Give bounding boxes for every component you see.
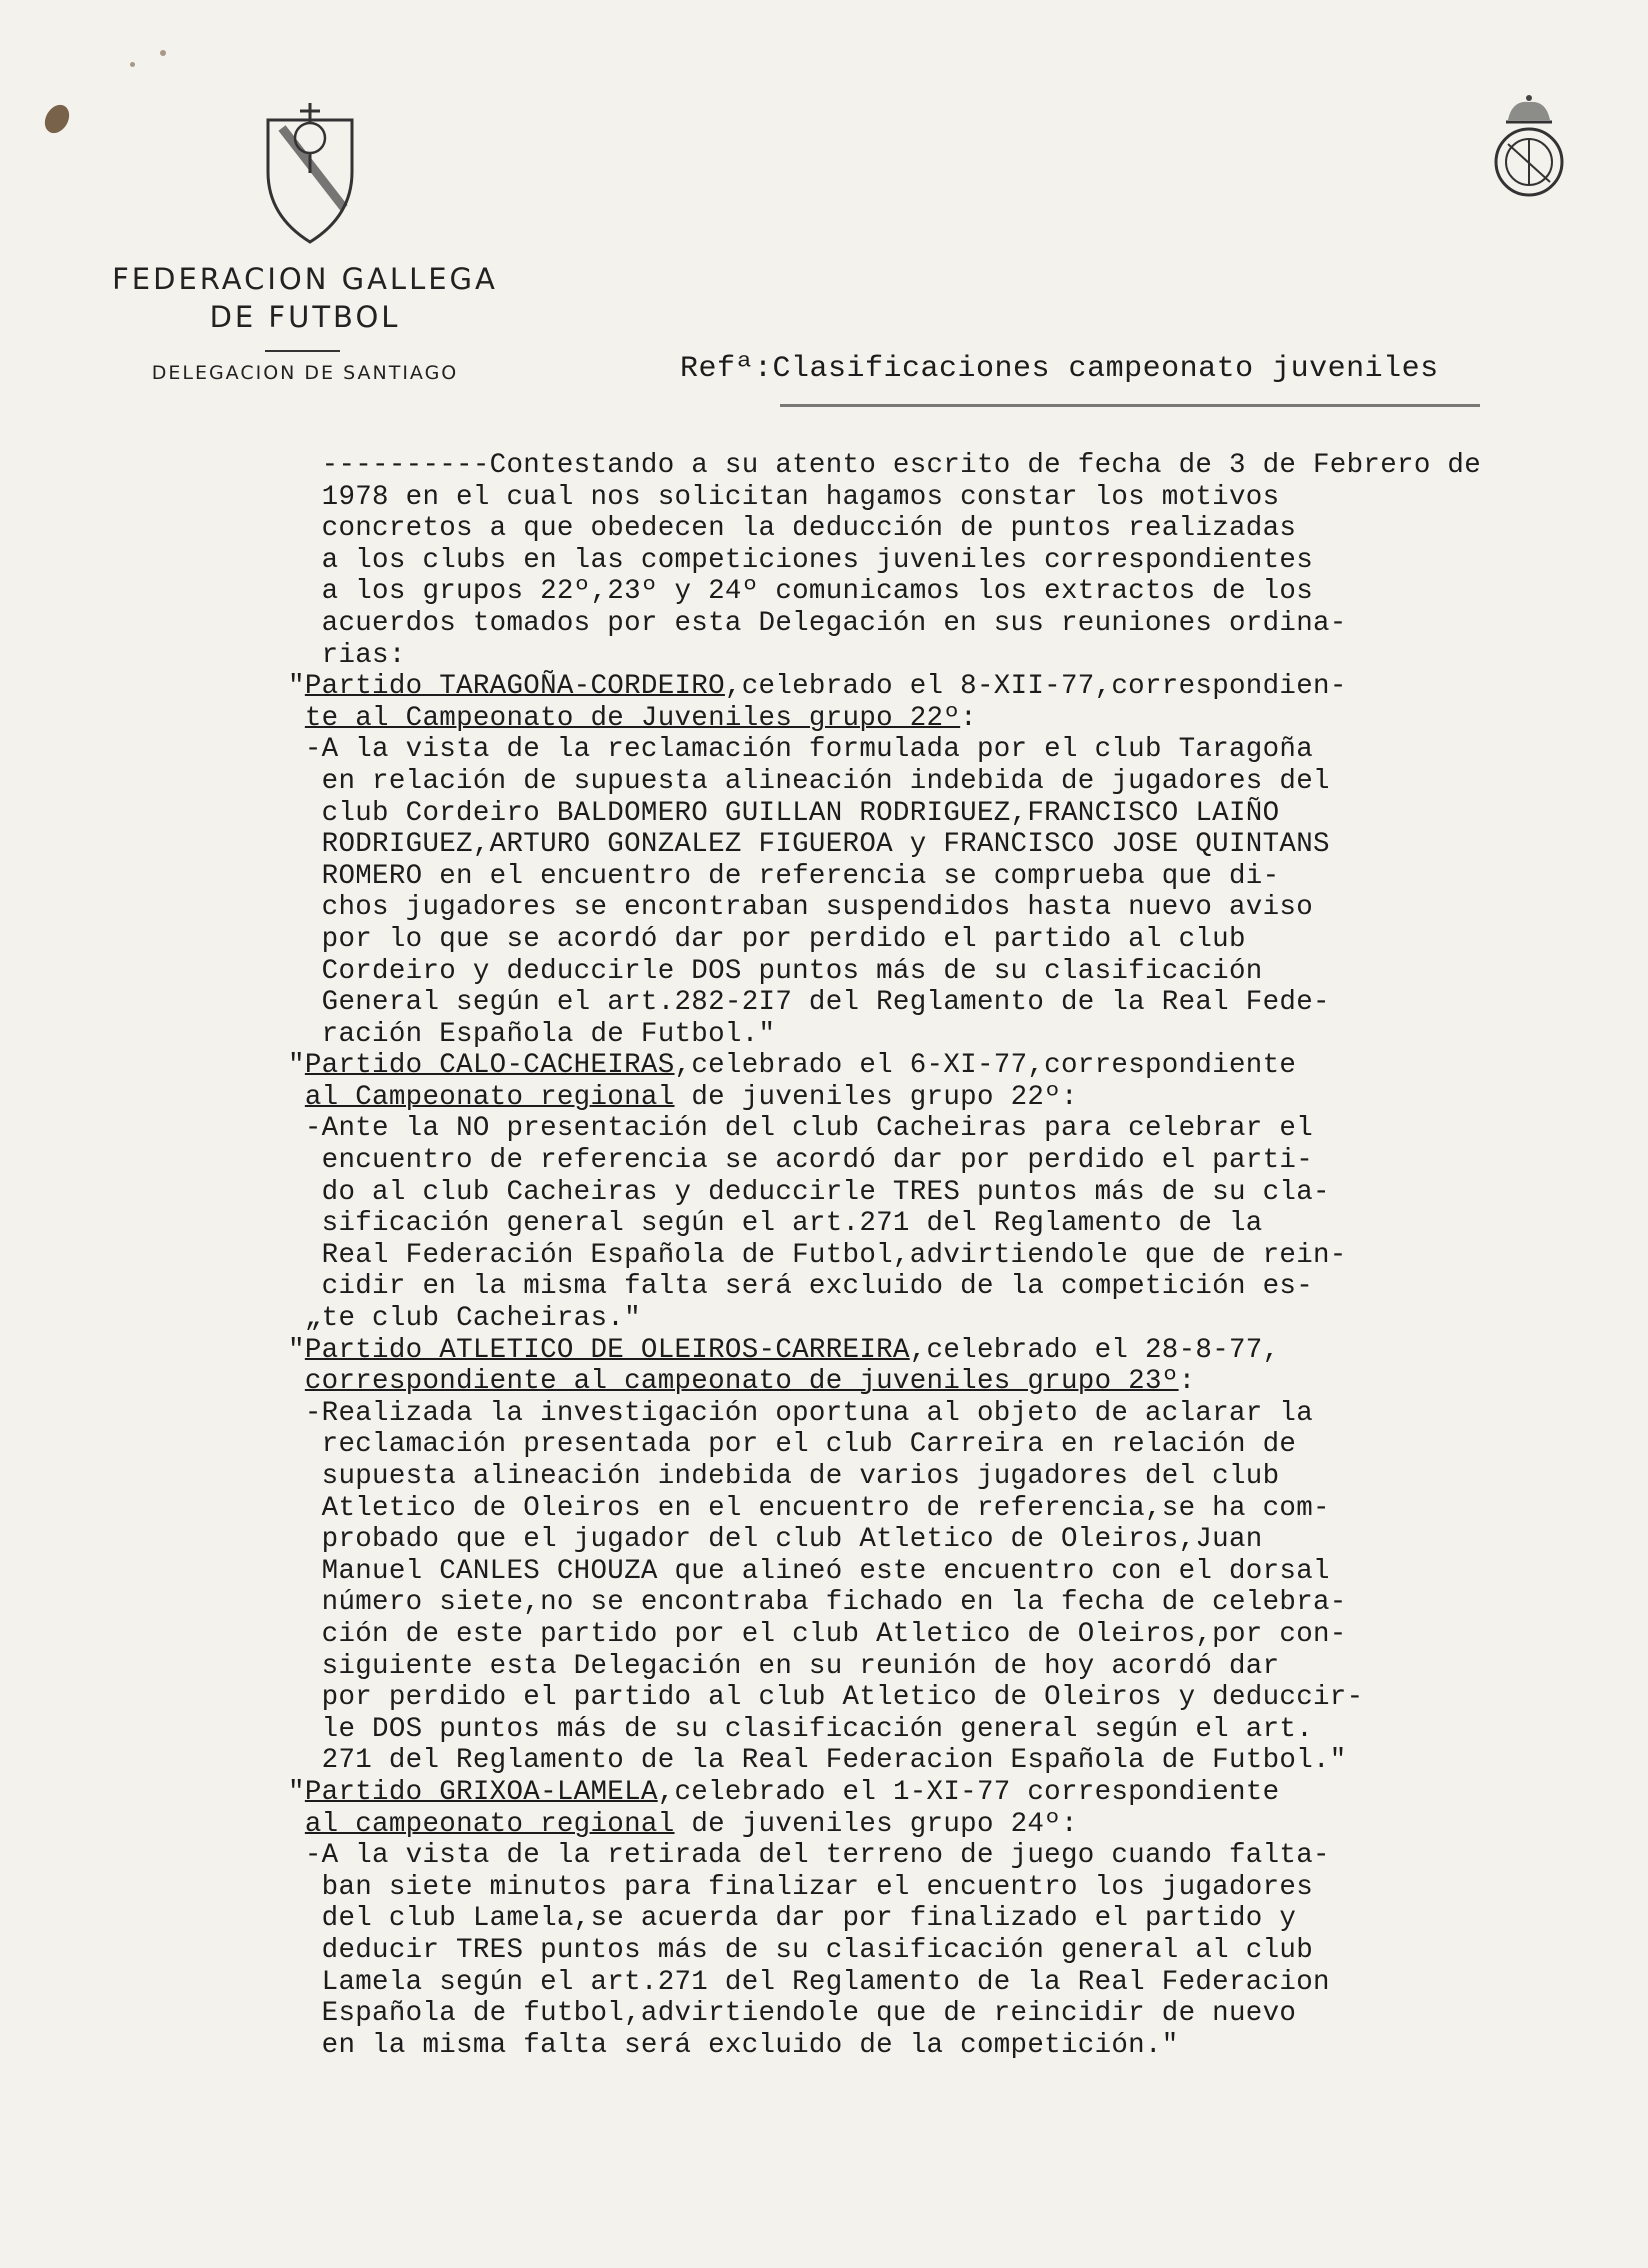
body-line [120,545,1560,577]
line-text: le DOS puntos más de su clasificación general según el art. [321,1713,1313,1745]
line-text: Atletico de Oleiros en el encuentro de referencia,se ha com- [321,1492,1330,1524]
line-indent [120,1429,322,1460]
line-indent [120,513,322,544]
line-indent [120,829,322,860]
body-line [120,1935,1560,1967]
body-line [120,1271,1560,1303]
match-heading-underlined: Partido TARAGOÑA-CORDEIRO [304,671,725,703]
line-indent [120,1967,322,1998]
letter-body [120,450,1560,2061]
line-indent [120,545,322,576]
line-indent: " [120,1776,305,1808]
ink-speck [160,50,166,56]
body-line [120,1587,1560,1619]
body-line [120,1714,1560,1746]
line-indent [120,1998,322,2029]
ink-stain [40,101,74,138]
body-line [120,640,1560,672]
body-line [120,1208,1560,1240]
body-line [120,1967,1560,1999]
body-line [120,1998,1560,2030]
line-text: RODRIGUEZ,ARTURO GONZALEZ FIGUEROA y FRANCISCO JOSE QUINTANS [321,829,1330,861]
body-line [120,1840,1560,1872]
body-line [120,987,1560,1019]
line-indent [120,1556,322,1587]
body-line [120,450,1560,482]
reference-underline [780,404,1480,407]
rfef-crest-logo [1490,92,1568,204]
body-line [120,1809,1560,1841]
body-line [120,576,1560,608]
body-line [120,1240,1560,1272]
body-line [120,1019,1560,1051]
line-text: de juveniles grupo 24º: [674,1808,1078,1840]
line-text: probado que el jugador del club Atletico de Oleiros,Juan [321,1524,1263,1556]
line-text: : [960,702,977,734]
line-text: ,celebrado el 28-8-77, [909,1334,1280,1366]
line-text: ,celebrado el 6-XI-77,correspondiente [674,1050,1297,1082]
line-text: do al club Cacheiras y deduccirle TRES puntos más de su cla- [321,1176,1330,1208]
delegation-name: DELEGACION DE SANTIAGO [151,362,459,384]
line-indent [120,640,322,671]
match-heading-underlined: Partido ATLETICO DE OLEIROS-CARREIRA [304,1334,910,1366]
line-text: ,celebrado el 1-XI-77 correspondiente [657,1776,1280,1808]
line-indent: " [120,1050,305,1082]
line-text: ban siete minutos para finalizar el encuentro los jugadores [321,1871,1313,1903]
line-indent [120,1714,322,1745]
line-indent [120,1303,305,1334]
body-line [120,1682,1560,1714]
line-indent: " [120,1334,305,1366]
line-indent [120,2030,322,2061]
line-text: 271 del Reglamento de la Real Federacion Española de Futbol." [321,1745,1347,1777]
line-indent [120,1651,322,1682]
line-indent [120,1745,322,1776]
line-indent [120,1809,305,1840]
body-line [120,1872,1560,1904]
match-heading-underlined: correspondiente al campeonato de juveniles grupo 23º [304,1366,1179,1398]
federation-shield-logo [262,98,358,246]
line-indent [120,1019,322,1050]
line-indent [120,1840,305,1871]
line-text: cidir en la misma falta será excluido de la competición es- [321,1271,1313,1303]
line-indent: " [120,671,305,703]
body-line [120,2030,1560,2062]
line-indent [120,1271,322,1302]
line-text: Manuel CANLES CHOUZA que alineó este encuentro con el dorsal [321,1555,1330,1587]
line-text: siguiente esta Delegación en su reunión de hoy acordó dar [321,1650,1280,1682]
line-text: ROMERO en el encuentro de referencia se comprueba que di- [321,860,1280,892]
line-indent [120,1177,322,1208]
body-line [120,861,1560,893]
body-line [120,798,1560,830]
line-text: supuesta alineación indebida de varios jugadores del club [321,1461,1280,1492]
body-line [120,1619,1560,1651]
body-line [120,1777,1560,1809]
body-line [120,766,1560,798]
body-line [120,1145,1560,1177]
line-indent [120,766,322,797]
body-line [120,608,1560,640]
body-line [120,1050,1560,1082]
line-text: ,celebrado el 8-XII-77,correspondien- [724,671,1347,703]
match-heading-underlined: al campeonato regional [304,1808,675,1840]
line-indent [120,1208,322,1239]
line-text: : [1178,1366,1196,1398]
line-text: en relación de supuesta alineación indebida de jugadores del [321,765,1330,797]
line-text: ción de este partido por el club Atletico de Oleiros,por con- [321,1618,1347,1650]
match-heading-underlined: te al Campeonato de Juveniles grupo 22º [304,702,961,734]
line-indent [120,1082,305,1113]
body-line [120,703,1560,735]
line-text: del club Lamela,se acuerda dar por finalizado el partido y [321,1903,1297,1935]
line-text: concretos a que obedecen la deducción de puntos realizadas [321,513,1297,545]
line-text: sificación general según el art.271 del Reglamento de la [321,1208,1263,1240]
line-text: por lo que se acordó dar por perdido el partido al club [321,923,1246,955]
body-line [120,734,1560,766]
line-text: General según el art.282-2I7 del Reglamento de la Real Fede- [321,987,1330,1019]
line-text: reclamación presentada por el club Carreira en relación de [321,1429,1297,1461]
body-line [120,1398,1560,1430]
line-text: Cordeiro y deduccirle DOS puntos más de su clasificación [321,955,1263,987]
line-indent [120,892,322,923]
body-line [120,892,1560,924]
line-text: 1978 en el cual nos solicitan hagamos constar los motivos [321,481,1280,513]
body-line [120,1082,1560,1114]
line-indent [120,608,322,639]
line-text: de juveniles grupo 22º: [674,1081,1078,1113]
body-line [120,1366,1560,1398]
body-line [120,482,1560,514]
line-text: rias: [321,639,406,671]
line-indent [120,1587,322,1618]
line-indent [120,1461,322,1492]
match-heading-underlined: al Campeonato regional [304,1081,675,1113]
body-line [120,513,1560,545]
line-text: número siete,no se encontraba fichado en la fecha de celebra- [321,1587,1347,1619]
line-text: encuentro de referencia se acordó dar por perdido el parti- [321,1145,1313,1177]
line-indent [120,1935,322,1966]
reference-line: Refª:Clasificaciones campeonato juveniles [680,352,1439,386]
line-text: club Cordeiro BALDOMERO GUILLAN RODRIGUEZ,FRANCISCO LAIÑO [321,797,1280,829]
body-line [120,671,1560,703]
line-text: por perdido el partido al club Atletico de Oleiros y deduccir- [321,1682,1364,1714]
body-line [120,1524,1560,1556]
line-text: en la misma falta será excluido de la competición." [321,2029,1179,2061]
line-indent [120,576,322,607]
body-line [120,1651,1560,1683]
line-indent [120,1113,305,1144]
body-line [120,1429,1560,1461]
federation-name: FEDERACION GALLEGA [112,262,498,296]
body-line [120,1177,1560,1209]
line-indent [120,734,305,765]
line-indent [120,956,322,987]
body-line [120,829,1560,861]
line-text: chos jugadores se encontraban suspendidos hasta nuevo aviso [321,892,1313,924]
line-text: Lamela según el art.271 del Reglamento de la Real Federacion [321,1966,1330,1998]
line-indent [120,987,322,1018]
line-indent [120,1903,322,1934]
line-indent [120,1682,322,1713]
line-indent [120,798,322,829]
line-indent [120,703,305,734]
line-indent [120,1493,322,1524]
line-indent [120,1240,322,1271]
line-indent [120,1524,322,1555]
body-line [120,1493,1560,1525]
body-line [120,1335,1560,1367]
line-text: Real Federación Española de Futbol,advirtiendole que de rein- [321,1239,1347,1271]
line-indent [120,1872,322,1903]
body-line [120,1461,1560,1493]
line-text: acuerdos tomados por esta Delegación en sus reuniones ordina- [321,607,1347,639]
federation-subname: DE FUTBOL [209,300,401,334]
body-line [120,1303,1560,1335]
line-indent [120,1145,322,1176]
line-text: deducir TRES puntos más de su clasificación general al club [321,1934,1313,1966]
line-text: a los grupos 22º,23º y 24º comunicamos los extractos de los [321,576,1313,608]
line-text: ración Española de Futbol." [321,1018,776,1050]
line-indent [120,861,322,892]
line-text: -Realizada la investigación oportuna al objeto de aclarar la [304,1397,1314,1429]
line-text: -A la vista de la reclamación formulada por el club Taragoña [304,734,1314,766]
line-indent [120,482,322,513]
line-indent [120,450,322,481]
body-line [120,1556,1560,1588]
header-divider [265,350,340,352]
line-text: ----------Contestando a su atento escrito de fecha de 3 de Febrero de [321,450,1482,481]
body-line [120,1113,1560,1145]
ink-speck [130,62,135,67]
line-indent [120,924,322,955]
body-line [120,1903,1560,1935]
match-heading-underlined: Partido CALO-CACHEIRAS [304,1050,675,1082]
line-indent [120,1398,305,1429]
body-line [120,1745,1560,1777]
body-line [120,956,1560,988]
line-text: „te club Cacheiras." [304,1303,641,1335]
match-heading-underlined: Partido GRIXOA-LAMELA [304,1776,658,1808]
line-text: a los clubs en las competiciones juveniles correspondientes [321,544,1313,576]
body-line [120,924,1560,956]
line-indent [120,1366,305,1397]
line-text: -Ante la NO presentación del club Cacheiras para celebrar el [304,1113,1314,1145]
line-indent [120,1619,322,1650]
line-text: Española de futbol,advirtiendole que de reincidir de nuevo [321,1998,1297,2030]
line-text: -A la vista de la retirada del terreno de juego cuando falta- [304,1840,1330,1872]
